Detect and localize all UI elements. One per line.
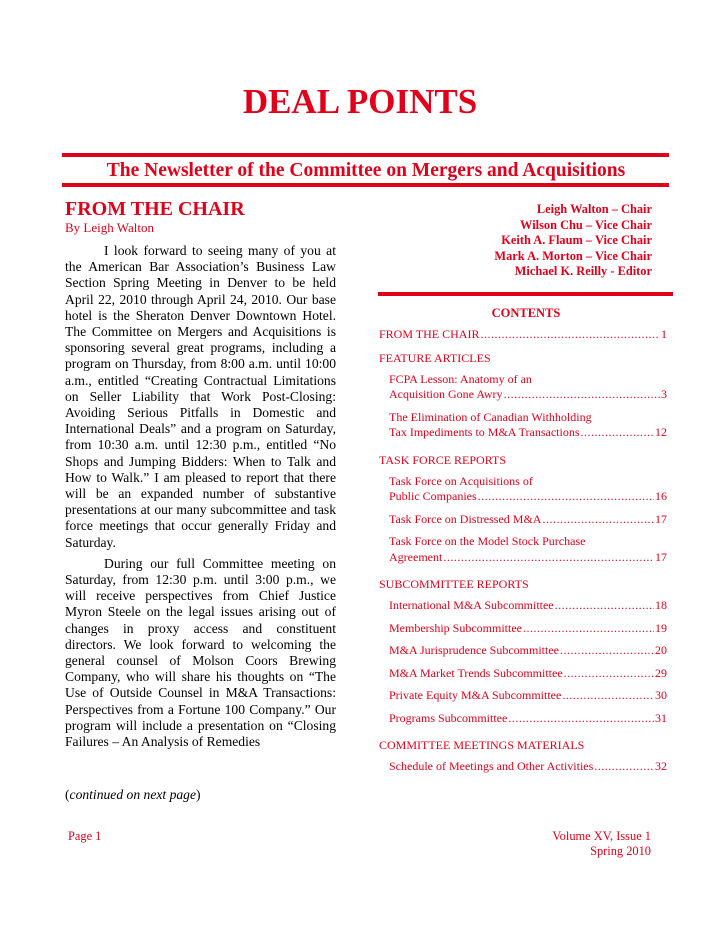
toc-entry-membership[interactable]	[389, 621, 667, 637]
subtitle-bottom-rule	[62, 183, 669, 187]
continued-note: (continued on next page)	[65, 787, 201, 802]
toc-entry-line: Task Force on Acquisitions of	[389, 473, 533, 488]
toc-entry-page: 19	[655, 620, 667, 635]
toc-entry-label: Tax Impediments to M&A Transactions	[389, 425, 580, 439]
toc-entry-model-stock-purchase[interactable]	[389, 534, 667, 565]
toc-entry-label: Private Equity M&A Subcommittee	[389, 688, 562, 702]
toc-entry-page: 29	[655, 665, 667, 680]
toc-entry-label: Public Companies	[389, 489, 477, 503]
officer-vice-chair-2: Keith A. Flaum – Vice Chair	[501, 233, 652, 248]
toc-entry-label: Programs Subcommittee	[389, 710, 508, 725]
newsletter-title: DEAL POINTS	[242, 82, 478, 121]
article-paragraph-1: I look forward to seeing many of you at the American Bar Association’s Business Law Section Spring Meeting in Denver to be held April 22, 2010 through April 24, 2010. Our base hotel is the Sheraton Denver Downtown Hotel. The Committee on Mergers and Acquisitions is sponsoring several great programs, including a program on Thursday, from 8:00 a.m. until 10:00 a.m., entitled “Creating Contractual Limitations on Seller Liability that Work Post-Closing: Avoiding Serious Pitfalls in Domestic and International Deals” and a program on Saturday, from 10:30 a.m. until 12:30 p.m., entitled “No Shops and Jumping Bidders: When to Talk and How to Walk.” I am pleased to report that there will be an expanded number of substantive presentations at our many subcommittee and task force meetings that occur generally Friday and Saturday.	[65, 243, 336, 550]
contents-rule	[378, 292, 673, 296]
toc-section-feature-articles: FEATURE ARTICLES	[379, 350, 491, 365]
footer-issue-info	[552, 829, 651, 859]
contents-title: CONTENTS	[491, 306, 561, 320]
officer-editor: Michael K. Reilly - Editor	[514, 264, 652, 279]
toc-entry-line: FCPA Lesson: Anatomy of an	[389, 371, 532, 386]
officer-chair: Leigh Walton – Chair	[536, 202, 652, 216]
toc-entry-page: 17	[655, 511, 667, 526]
toc-entry-label: Membership Subcommittee	[389, 620, 522, 635]
toc-entry-page: 16	[655, 489, 667, 503]
toc-entry-page: 32	[655, 759, 667, 773]
toc-entry-public-companies[interactable]	[389, 474, 667, 505]
toc-section-committee-meetings: COMMITTEE MEETINGS MATERIALS	[379, 738, 585, 752]
article-heading: FROM THE CHAIR	[65, 198, 245, 220]
toc-entry-international-ma[interactable]	[389, 598, 667, 614]
toc-entry-label: Task Force on Distressed M&A	[389, 511, 542, 526]
article-body	[65, 243, 336, 750]
toc-entry-page: 1	[661, 327, 667, 341]
newsletter-subtitle: The Newsletter of the Committee on Mergers and Acquisitions	[106, 160, 626, 181]
toc-entry-page: 18	[655, 598, 667, 612]
toc-entry-label: International M&A Subcommittee	[389, 598, 554, 612]
toc-entry-programs[interactable]	[389, 711, 667, 727]
toc-entry-page: 12	[655, 425, 667, 439]
continued-text: continued on next page	[69, 787, 196, 802]
article-byline: By Leigh Walton	[65, 220, 154, 235]
toc-entry-schedule-of-meetings[interactable]	[389, 759, 667, 775]
toc-entry-label: M&A Jurisprudence Subcommittee	[389, 643, 559, 657]
toc-entry-line: Task Force on the Model Stock Purchase	[389, 534, 586, 548]
toc-entry-page: 20	[655, 643, 667, 657]
officer-vice-chair-1: Wilson Chu – Vice Chair	[520, 217, 652, 232]
toc-entry-page: 30	[655, 688, 667, 702]
table-of-contents	[379, 327, 667, 782]
toc-entry-label: Agreement	[389, 549, 443, 564]
toc-entry-canadian-withholding[interactable]	[389, 410, 667, 441]
toc-entry-label: FROM THE CHAIR	[379, 327, 480, 341]
toc-entry-page: 3	[661, 387, 667, 401]
toc-entry-page: 31	[655, 710, 667, 725]
officers-list	[494, 202, 652, 280]
toc-entry-ma-market-trends[interactable]	[389, 666, 667, 682]
toc-entry-label: M&A Market Trends Subcommittee	[389, 665, 563, 680]
footer-page-number: Page 1	[68, 829, 102, 843]
toc-entry-page: 17	[655, 549, 667, 564]
toc-entry-private-equity-ma[interactable]	[389, 688, 667, 704]
footer-season: Spring 2010	[590, 844, 651, 858]
toc-section-subcommittee-reports: SUBCOMMITTEE REPORTS	[379, 577, 529, 591]
toc-entry-label: Schedule of Meetings and Other Activities	[389, 759, 594, 773]
toc-entry-from-the-chair[interactable]	[379, 327, 667, 343]
footer-volume: Volume XV, Issue 1	[552, 829, 651, 843]
toc-entry-line: The Elimination of Canadian Withholding	[389, 409, 592, 424]
toc-entry-label: Acquisition Gone Awry	[389, 387, 503, 401]
toc-entry-ma-jurisprudence[interactable]	[389, 643, 667, 659]
article-paragraph-2: During our full Committee meeting on Saturday, from 12:30 p.m. until 3:00 p.m., we will receive perspectives from Chief Justice Myron Steele on the legal issues arising out of changes in proxy access and constituent directors. We look forward to welcoming the general counsel of Molson Coors Brewing Company, who will share his thoughts on “The Use of Outside Counsel in M&A Transactions: Perspectives from a Fortune 100 Company.” Our program will include a presentation on “Closing Failures – An Analysis of Remedies	[65, 555, 336, 750]
subtitle-top-rule	[62, 153, 669, 157]
toc-section-task-force-reports: TASK FORCE REPORTS	[379, 452, 507, 467]
toc-entry-distressed-ma[interactable]	[389, 512, 667, 528]
officer-vice-chair-3: Mark A. Morton – Vice Chair	[494, 248, 652, 263]
toc-entry-fcpa-lesson[interactable]	[389, 372, 667, 403]
